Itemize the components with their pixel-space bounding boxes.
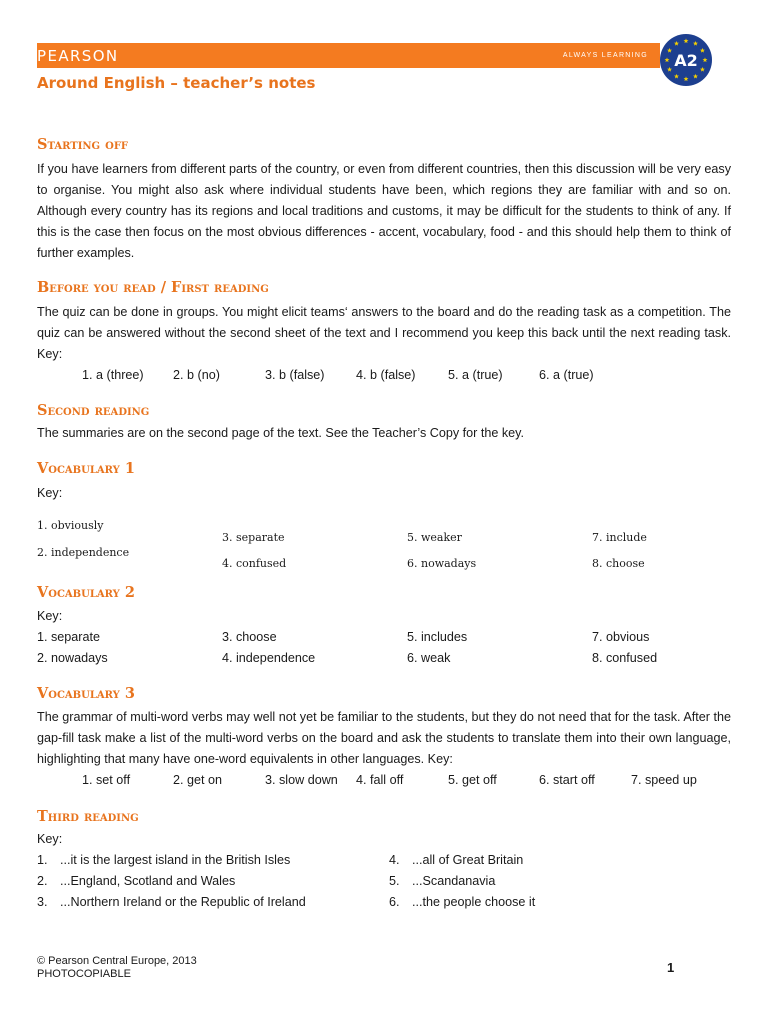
vocab3-key-4: 4. fall off [356,773,404,787]
vocab1-key-label: Key: [37,486,63,500]
third-reading-item-1: ...it is the largest island in the British Isles [60,853,291,867]
third-reading-num-6: 6. [389,895,400,909]
level-label: A2 [674,51,698,70]
vocab3-key-7: 7. speed up [631,773,697,787]
vocab2-item-4: 4. independence [222,651,316,665]
heading-vocabulary-1: Vocabulary 1 [37,460,135,477]
before-read-key-1: 1. a (three) [82,368,144,382]
level-badge-icon [658,34,714,86]
third-reading-key-label: Key: [37,832,63,846]
vocab2-item-5: 5. includes [407,630,468,644]
pearson-logo-text: PEARSON [37,47,119,65]
starting-off-text: If you have learners from different parts of the country, or even from different countries, then this discussion will be very easy to organise. You might also ask where individual students have been, which regions they are familiar with and so on. Although every country has its regions and local traditions and customs, it may be difficult for the students to think of any. If this is the case then focus on the most obvious differences - accent, vocabulary, food - and this should help them to think of further examples. [37,162,731,260]
third-reading-item-2: ...England, Scotland and Wales [60,874,236,888]
footer [37,955,197,980]
vocab1-item-1: 1. obviously [37,519,104,532]
page-title: Around English – teacher’s notes [37,74,316,92]
vocab3-key-6: 6. start off [539,773,595,787]
vocab1-item-8: 8. choose [592,557,645,570]
vocab3-key-5: 5. get off [448,773,497,787]
before-read-key-4: 4. b (false) [356,368,416,382]
vocab2-item-1: 1. separate [37,630,101,644]
brand-header-bar [37,43,660,68]
third-reading-item-4: ...all of Great Britain [412,853,524,867]
heading-vocabulary-2: Vocabulary 2 [37,584,135,601]
third-reading-num-2: 2. [37,874,48,888]
vocab3-key-1: 1. set off [82,773,131,787]
vocab3-key-3: 3. slow down [265,773,338,787]
third-reading-num-5: 5. [389,874,400,888]
heading-starting-off: Starting off [37,136,129,153]
second-reading-text: The summaries are on the second page of the text. See the Teacher’s Copy for the key. [37,426,525,440]
vocab1-item-4: 4. confused [222,557,287,570]
vocab2-item-8: 8. confused [592,651,658,665]
before-read-key-6: 6. a (true) [539,368,594,382]
vocab3-text: The grammar of multi-word verbs may well not yet be familiar to the students, but they do not need that for the task. After the gap-fill task make a list of the multi-word verbs on the board and ask the students to translate them into their own language, highlighting that many have one-word equivalents in other languages. Key: [37,710,731,766]
before-read-text: The quiz can be done in groups. You might elicit teams‘ answers to the board and do the reading task as a competition. The quiz can be answered without the second sheet of the text and I recommend you keep this back until the next reading task. Key: [37,305,731,361]
heading-third-reading: Third reading [37,808,139,825]
vocab2-item-7: 7. obvious [592,630,650,644]
photocopiable-text: PHOTOCOPIABLE [37,967,131,980]
page-number: 1 [667,960,675,975]
vocab2-item-2: 2. nowadays [37,651,108,665]
before-read-key-5: 5. a (true) [448,368,503,382]
vocab1-item-2: 2. independence [37,546,130,559]
vocab1-item-7: 7. include [592,531,647,544]
before-read-key-2: 2. b (no) [173,368,220,382]
third-reading-num-3: 3. [37,895,48,909]
heading-before-you-read: Before you read / First reading [37,279,269,296]
heading-second-reading: Second reading [37,402,150,419]
third-reading-num-1: 1. [37,853,48,867]
tagline: ALWAYS LEARNING [562,52,648,59]
heading-vocabulary-3: Vocabulary 3 [37,685,135,702]
third-reading-item-6: ...the people choose it [412,895,536,909]
vocab1-item-3: 3. separate [222,531,285,544]
vocab1-item-6: 6. nowadays [407,557,477,570]
third-reading-item-3: ...Northern Ireland or the Republic of Ireland [60,895,306,909]
third-reading-item-5: ...Scandanavia [412,874,496,888]
vocab3-key-2: 2. get on [173,773,223,787]
before-read-key-3: 3. b (false) [265,368,325,382]
vocab2-key-label: Key: [37,609,63,623]
vocab2-item-3: 3. choose [222,630,277,644]
vocab1-item-5: 5. weaker [407,531,462,544]
vocab2-item-6: 6. weak [407,651,451,665]
copyright-text: © Pearson Central Europe, 2013 [37,955,197,967]
third-reading-num-4: 4. [389,853,400,867]
